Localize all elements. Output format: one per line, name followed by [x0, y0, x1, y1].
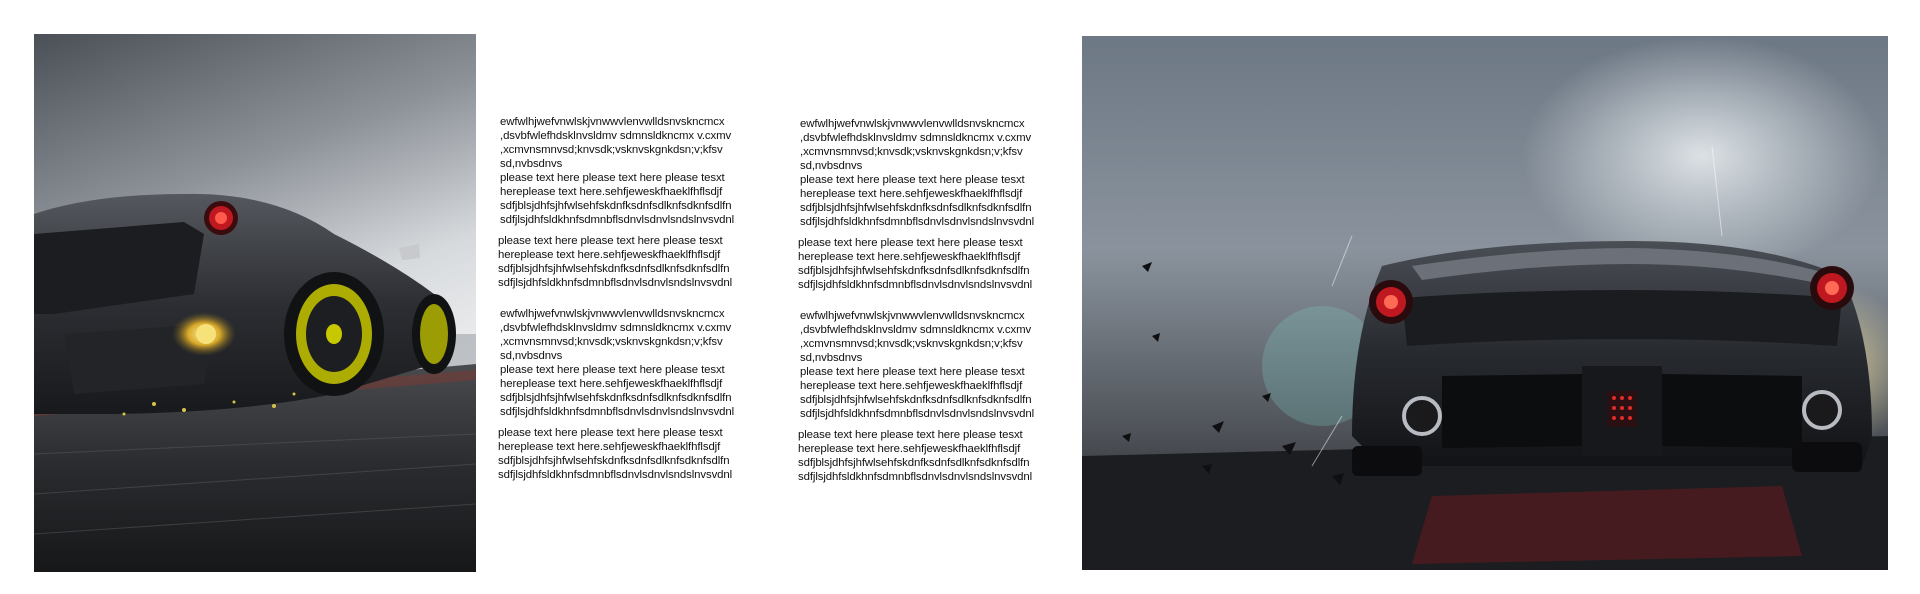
text-line: sdfjlsjdhfsldkhnfsdmnbflsdnvlsdnvlsndslnvsvdnl	[498, 469, 733, 481]
text-line: sd,nvbsdnvs	[800, 160, 863, 172]
text-line: ewfwlhjwefvnwlskjvnwwvlenvwlldsnvskncmcx	[500, 116, 725, 128]
text-line: sdfjblsjdhfsjhfwlsehfskdnfksdnfsdlknfsdknfsdlfn	[500, 392, 732, 404]
text-line: hereplease text here.sehfjeweskfhaeklfhflsdjf	[500, 186, 723, 198]
text-line: please text here please text here please tesxt	[798, 429, 1023, 441]
text-line: ,xcmvnsmnvsd;knvsdk;vsknvskgnkdsn;v;kfsv	[800, 338, 1023, 350]
text-line: hereplease text here.sehfjeweskfhaeklfhflsdjf	[800, 380, 1023, 392]
text-line: please text here please text here please tesxt	[500, 172, 725, 184]
sports-car-rear-left-photo-icon	[34, 34, 476, 572]
text-line: hereplease text here.sehfjeweskfhaeklfhflsdjf	[798, 443, 1021, 455]
text-line: hereplease text here.sehfjeweskfhaeklfhflsdjf	[498, 249, 721, 261]
text-line: sdfjblsjdhfsjhfwlsehfskdnfksdnfsdlknfsdknfsdlfn	[798, 457, 1030, 469]
text-line: sdfjlsjdhfsldkhnfsdmnbflsdnvlsdnvlsndslnvsvdnl	[798, 279, 1033, 291]
text-block	[798, 236, 1068, 292]
text-block	[798, 117, 1068, 229]
text-line: ewfwlhjwefvnwlskjvnwwvlenvwlldsnvskncmcx	[800, 310, 1025, 322]
text-block	[798, 309, 1068, 421]
text-line: ,dsvbfwlefhdsklnvsldmv sdmnsldkncmx v.cxmv	[500, 322, 732, 334]
text-line: sdfjlsjdhfsldkhnfsdmnbflsdnvlsdnvlsndslnvsvdnl	[800, 216, 1035, 228]
text-line: sdfjlsjdhfsldkhnfsdmnbflsdnvlsdnvlsndslnvsvdnl	[498, 277, 733, 289]
text-line: sd,nvbsdnvs	[800, 352, 863, 364]
text-line: sdfjlsjdhfsldkhnfsdmnbflsdnvlsdnvlsndslnvsvdnl	[798, 471, 1033, 483]
text-line: please text here please text here please tesxt	[798, 237, 1023, 249]
text-line: ,dsvbfwlefhdsklnvsldmv sdmnsldkncmx v.cxmv	[800, 324, 1032, 336]
left-car-photo	[34, 34, 476, 572]
text-column-2	[798, 117, 1068, 491]
text-line: sdfjlsjdhfsldkhnfsdmnbflsdnvlsdnvlsndslnvsvdnl	[800, 408, 1035, 420]
text-line: ,dsvbfwlefhdsklnvsldmv sdmnsldkncmx v.cxmv	[500, 130, 732, 142]
sports-car-rear-photo-icon	[1082, 36, 1888, 570]
text-line: please text here please text here please tesxt	[498, 235, 723, 247]
text-block	[798, 428, 1068, 484]
text-line: hereplease text here.sehfjeweskfhaeklfhflsdjf	[498, 441, 721, 453]
text-line: sdfjblsjdhfsjhfwlsehfskdnfksdnfsdlknfsdknfsdlfn	[498, 263, 730, 275]
text-line: ,xcmvnsmnvsd;knvsdk;vsknvskgnkdsn;v;kfsv	[800, 146, 1023, 158]
text-column-1	[498, 115, 768, 489]
text-line: ,xcmvnsmnvsd;knvsdk;vsknvskgnkdsn;v;kfsv	[500, 144, 723, 156]
text-line: sd,nvbsdnvs	[500, 158, 563, 170]
text-line: sdfjblsjdhfsjhfwlsehfskdnfksdnfsdlknfsdknfsdlfn	[800, 394, 1032, 406]
text-line: sdfjblsjdhfsjhfwlsehfskdnfksdnfsdlknfsdknfsdlfn	[498, 455, 730, 467]
text-line: ewfwlhjwefvnwlskjvnwwvlenvwlldsnvskncmcx	[800, 118, 1025, 130]
text-line: hereplease text here.sehfjeweskfhaeklfhflsdjf	[500, 378, 723, 390]
text-line: sdfjblsjdhfsjhfwlsehfskdnfksdnfsdlknfsdknfsdlfn	[798, 265, 1030, 277]
text-line: please text here please text here please tesxt	[800, 174, 1025, 186]
text-line: hereplease text here.sehfjeweskfhaeklfhflsdjf	[798, 251, 1021, 263]
right-car-photo	[1082, 36, 1888, 570]
text-block	[498, 234, 768, 290]
text-line: sdfjlsjdhfsldkhnfsdmnbflsdnvlsdnvlsndslnvsvdnl	[500, 406, 735, 418]
text-line: please text here please text here please tesxt	[500, 364, 725, 376]
text-line: hereplease text here.sehfjeweskfhaeklfhflsdjf	[800, 188, 1023, 200]
text-line: ,xcmvnsmnvsd;knvsdk;vsknvskgnkdsn;v;kfsv	[500, 336, 723, 348]
text-line: please text here please text here please tesxt	[800, 366, 1025, 378]
text-line: ewfwlhjwefvnwlskjvnwwvlenvwlldsnvskncmcx	[500, 308, 725, 320]
text-line: sdfjblsjdhfsjhfwlsehfskdnfksdnfsdlknfsdknfsdlfn	[800, 202, 1032, 214]
text-line: please text here please text here please tesxt	[498, 427, 723, 439]
text-line: sd,nvbsdnvs	[500, 350, 563, 362]
text-block	[498, 307, 768, 419]
text-block	[498, 115, 768, 227]
text-block	[498, 426, 768, 482]
text-line: sdfjblsjdhfsjhfwlsehfskdnfksdnfsdlknfsdknfsdlfn	[500, 200, 732, 212]
text-line: ,dsvbfwlefhdsklnvsldmv sdmnsldkncmx v.cxmv	[800, 132, 1032, 144]
text-line: sdfjlsjdhfsldkhnfsdmnbflsdnvlsdnvlsndslnvsvdnl	[500, 214, 735, 226]
